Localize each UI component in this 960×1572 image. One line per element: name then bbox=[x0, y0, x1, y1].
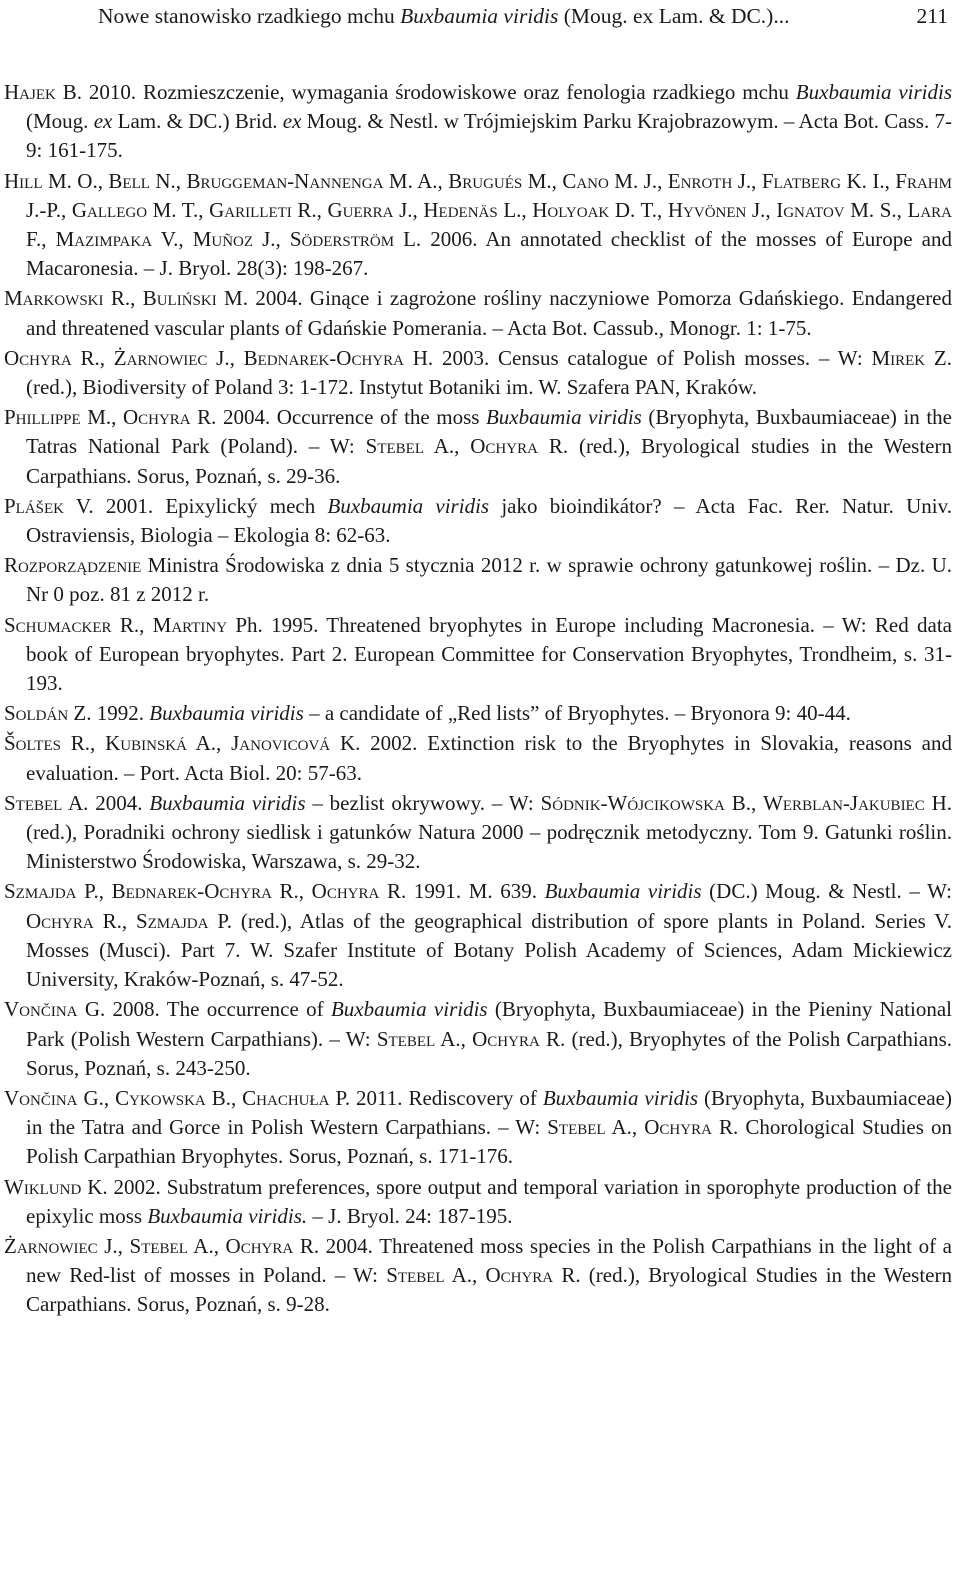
reference-text: R., bbox=[103, 286, 143, 311]
reference-author: Lara bbox=[907, 197, 953, 222]
reference-text: M. T., bbox=[147, 197, 210, 222]
reference-entry bbox=[4, 492, 952, 550]
reference-text: jako bioindikátor? – Acta Fac. Rer. Natur. Univ. Ostraviensis, Biologia – Ekologia 8: 62-63. bbox=[26, 493, 952, 548]
reference-author: Szmajda bbox=[135, 908, 209, 933]
reference-text: A., bbox=[187, 1233, 226, 1258]
reference-italic-text: ex bbox=[282, 109, 302, 134]
reference-text: Z. (red.), Biodiversity of Poland 3: 1-172. Instytut Botaniki im. W. Szafera PAN, Kraków. bbox=[26, 345, 952, 400]
reference-author: Cykowska bbox=[115, 1085, 206, 1110]
reference-author: Cano bbox=[562, 168, 609, 193]
reference-text: F., bbox=[26, 227, 56, 252]
reference-author: Mazimpaka bbox=[55, 227, 153, 252]
reference-text: H. 2003. Census catalogue of Polish mosses. – W: bbox=[403, 345, 872, 370]
reference-author: Żarnowiec bbox=[4, 1233, 98, 1258]
reference-author: Šoltes bbox=[4, 731, 61, 756]
reference-text: A., bbox=[605, 1115, 645, 1140]
reference-text: J., bbox=[393, 197, 424, 222]
running-head bbox=[98, 2, 952, 30]
reference-text: R., bbox=[60, 731, 106, 756]
reference-text: K. 2002. Extinction risk to the Bryophytes in Slovakia, reasons and evaluation. – Port. Acta Biol. 20: 57-63. bbox=[26, 731, 952, 785]
reference-author: Ochyra bbox=[4, 345, 72, 370]
reference-text: (Moug. bbox=[26, 109, 94, 134]
reference-author: Stebel bbox=[365, 434, 424, 459]
reference-italic-text: ex bbox=[93, 109, 113, 134]
reference-text: L. 2006. An annotated checklist of the mosses of Europe and Macaronesia. – J. Bryol. 28(3): 198-267. bbox=[26, 227, 952, 281]
reference-author: Vončina bbox=[4, 1085, 78, 1110]
reference-text: J., bbox=[732, 168, 762, 193]
reference-text: Ministra Środowiska z dnia 5 stycznia 2012 r. w sprawie ochrony gatunkowej roślin. – Dz. U. Nr 0 poz. 81 z 2012 r. bbox=[26, 553, 952, 607]
reference-text: M., bbox=[80, 405, 123, 430]
reference-text: M. 2004. Ginące i zagrożone rośliny naczyniowe Pomorza Gdańskiego. Endangered and threatened vascular plants of Gdańskie Pomerania. – Acta Bot. Cassub., Monogr. 1: 1-75. bbox=[26, 286, 953, 340]
reference-author: Stebel bbox=[547, 1115, 606, 1140]
reference-author: Ignatov bbox=[776, 197, 845, 222]
reference-author: Stebel bbox=[376, 1026, 436, 1051]
reference-author: Stebel bbox=[129, 1233, 188, 1258]
reference-entry bbox=[4, 78, 952, 166]
reference-author: Ochyra bbox=[485, 1263, 554, 1288]
reference-author: Bruggeman-Nannenga bbox=[186, 168, 384, 193]
reference-text: R., bbox=[111, 612, 153, 637]
reference-text: R. 2004. Occurrence of the moss bbox=[190, 405, 486, 430]
reference-italic-text: Buxbaumia viridis bbox=[149, 790, 306, 815]
reference-author: Stebel bbox=[4, 790, 63, 815]
reference-text: B., bbox=[724, 790, 764, 815]
reference-text: P., bbox=[76, 879, 112, 904]
reference-author: Bednarek-Ochyra bbox=[243, 345, 404, 370]
reference-list bbox=[4, 78, 952, 1321]
reference-entry bbox=[4, 611, 952, 699]
reference-italic-text: Buxbaumia viridis bbox=[542, 1085, 699, 1110]
reference-italic-text: Buxbaumia viridis. bbox=[147, 1203, 308, 1228]
reference-author: Ochyra bbox=[225, 1233, 294, 1258]
reference-author: Bell bbox=[108, 168, 150, 193]
reference-author: Mirek bbox=[871, 345, 926, 370]
reference-text: Z. 1992. bbox=[68, 701, 150, 726]
reference-text: – bezlist okrywowy. – W: bbox=[305, 790, 541, 815]
reference-text: J., bbox=[746, 197, 777, 222]
reference-text: V. 2001. Epixylický mech bbox=[64, 493, 328, 518]
reference-author: Brugués bbox=[448, 168, 523, 193]
reference-text: M. J., bbox=[608, 168, 668, 193]
reference-italic-text: Buxbaumia viridis bbox=[327, 493, 490, 518]
reference-text: (Bryophyta, Buxbaumiaceae) in the Tatra and Gorce in Polish Western Carpathians. – W: bbox=[26, 1085, 952, 1140]
reference-text: L., bbox=[497, 197, 533, 222]
reference-author: Ochyra bbox=[26, 908, 94, 933]
reference-entry bbox=[4, 995, 952, 1083]
reference-author: Markowski bbox=[4, 286, 104, 311]
reference-text: J., bbox=[97, 1233, 130, 1258]
reference-text: (Bryophyta, Buxbaumiaceae) in the Tatras National Park (Poland). – W: bbox=[26, 405, 952, 459]
reference-text: K. 2002. Substratum preferences, spore output and temporal variation in sporophyte production of the epixylic moss bbox=[26, 1174, 952, 1228]
reference-text: B. 2010. Rozmieszczenie, wymagania środowiskowe oraz fenologia rzadkiego mchu bbox=[55, 80, 796, 104]
reference-author: Hajek bbox=[4, 80, 56, 104]
reference-author: Buliński bbox=[142, 286, 217, 311]
reference-entry bbox=[4, 789, 952, 877]
reference-text: Moug. & Nestl. w Trójmiejskim Parku Krajobrazowym. – Acta Bot. Cass. 7-9: 161-175. bbox=[26, 109, 952, 163]
reference-italic-text: Buxbaumia viridis bbox=[795, 80, 952, 104]
reference-author: Chachuła bbox=[242, 1085, 330, 1110]
reference-entry bbox=[4, 167, 952, 284]
reference-author: Wiklund bbox=[4, 1174, 82, 1199]
reference-author: Plášek bbox=[4, 493, 65, 518]
reference-author: Bednarek-Ochyra bbox=[111, 879, 272, 904]
reference-author: Ochyra bbox=[470, 434, 538, 459]
running-head-title-post: (Moug. ex Lam. & DC.)... bbox=[558, 4, 790, 28]
reference-author: Ochyra bbox=[122, 405, 191, 430]
reference-text: R. (red.), Bryological Studies in the Western Carpathians. Sorus, Poznań, s. 9-28. bbox=[26, 1263, 952, 1317]
reference-text: R., bbox=[271, 879, 312, 904]
reference-author: Gallego bbox=[71, 197, 148, 222]
reference-text: R. (red.), Bryological studies in the Western Carpathians. Sorus, Poznań, s. 29-36. bbox=[26, 434, 952, 488]
reference-text: G. 2008. The occurrence of bbox=[77, 997, 331, 1022]
reference-entry bbox=[4, 1173, 952, 1231]
reference-text: – a candidate of „Red lists” of Bryophytes. – Bryonora 9: 40-44. bbox=[303, 701, 851, 726]
reference-italic-text: Buxbaumia viridis bbox=[149, 701, 304, 726]
reference-author: Vončina bbox=[4, 997, 78, 1022]
reference-text: R. 2004. Threatened moss species in the Polish Carpathians in the light of a new Red-list of mosses in Poland. – W: bbox=[26, 1233, 952, 1288]
reference-author: Rozporządzenie bbox=[4, 553, 142, 578]
running-head-title-pre: Nowe stanowisko rzadkiego mchu bbox=[98, 4, 401, 28]
reference-author: Söderström bbox=[289, 227, 395, 252]
reference-text: M. S., bbox=[844, 197, 908, 222]
reference-text: A., bbox=[435, 1026, 473, 1051]
reference-author: Frahm bbox=[895, 168, 952, 193]
reference-author: Szmajda bbox=[4, 879, 77, 904]
running-head-title bbox=[98, 4, 789, 28]
reference-entry bbox=[4, 1084, 952, 1172]
reference-text: J., bbox=[253, 227, 290, 252]
reference-author: Garilleti bbox=[209, 197, 292, 222]
reference-text: V., bbox=[152, 227, 193, 252]
reference-entry bbox=[4, 344, 952, 402]
reference-entry bbox=[4, 877, 952, 994]
reference-author: Sódnik-Wójcikowska bbox=[540, 790, 725, 815]
reference-text: A., bbox=[444, 1263, 486, 1288]
reference-author: Hill bbox=[4, 168, 43, 193]
reference-author: Guerra bbox=[327, 197, 394, 222]
reference-author: Janovicová bbox=[231, 731, 331, 756]
reference-text: K. I., bbox=[841, 168, 896, 193]
reference-author: Ochyra bbox=[311, 879, 380, 904]
reference-text: A. 2004. bbox=[62, 790, 150, 815]
reference-italic-text: Buxbaumia viridis bbox=[485, 405, 642, 430]
reference-text: H. (red.), Poradniki ochrony siedlisk i gatunków Natura 2000 – podręcznik metodyczny. Tom 9. Gatunki roślin. Ministerstwo Środowiska, Warszawa, s. 29-32. bbox=[26, 790, 952, 874]
reference-text: D. T., bbox=[609, 197, 668, 222]
reference-text: B., bbox=[205, 1085, 243, 1110]
reference-author: Werblan-Jakubiec bbox=[763, 790, 925, 815]
reference-author: Ochyra bbox=[472, 1026, 540, 1051]
reference-text: J., bbox=[207, 345, 244, 370]
reference-text: A., bbox=[423, 434, 471, 459]
reference-entry bbox=[4, 729, 952, 787]
reference-text: J.-P., bbox=[26, 197, 72, 222]
reference-author: Phillippe bbox=[4, 405, 81, 430]
reference-italic-text: Buxbaumia viridis bbox=[544, 879, 702, 904]
reference-text: M., bbox=[522, 168, 563, 193]
reference-entry bbox=[4, 403, 952, 491]
reference-text: – J. Bryol. 24: 187-195. bbox=[307, 1203, 513, 1228]
reference-text: N., bbox=[149, 168, 187, 193]
reference-text: M. O., bbox=[42, 168, 109, 193]
reference-text: P. 2011. Rediscovery of bbox=[329, 1085, 543, 1110]
reference-author: Enroth bbox=[667, 168, 733, 193]
reference-text: Lam. & DC.) Brid. bbox=[112, 109, 283, 134]
reference-text: P. (red.), Atlas of the geographical distribution of spore plants in Poland. Series V. Mosses (Musci). Part 7. W. Szafer Institute of Botany Polish Academy of Sciences, Adam Mickiewicz University, Kraków-Poznań, s. 47-52. bbox=[26, 908, 952, 992]
reference-text: A., bbox=[186, 731, 232, 756]
reference-entry bbox=[4, 1232, 952, 1320]
reference-author: Hedenäs bbox=[423, 197, 498, 222]
reference-entry bbox=[4, 699, 952, 728]
reference-author: Holyoak bbox=[532, 197, 610, 222]
reference-author: Schumacker bbox=[4, 612, 112, 637]
reference-text: R. 1991. M. 639. bbox=[379, 879, 545, 904]
page-number: 211 bbox=[916, 4, 948, 28]
reference-author: Flatberg bbox=[761, 168, 842, 193]
reference-author: Muñoz bbox=[192, 227, 254, 252]
reference-author: Stebel bbox=[386, 1263, 445, 1288]
reference-author: Martiny bbox=[152, 612, 228, 637]
reference-italic-text: Buxbaumia viridis bbox=[330, 997, 488, 1022]
reference-author: Żarnowiec bbox=[113, 345, 208, 370]
reference-author: Kubinská bbox=[105, 731, 187, 756]
reference-text: (DC.) Moug. & Nestl. – W: bbox=[701, 879, 952, 904]
reference-text: G., bbox=[77, 1085, 116, 1110]
reference-text: R., bbox=[93, 908, 136, 933]
reference-author: Hyvönen bbox=[667, 197, 747, 222]
reference-text: R., bbox=[71, 345, 114, 370]
reference-entry bbox=[4, 284, 952, 342]
reference-text: Ph. 1995. Threatened bryophytes in Europe including Macronesia. – W: Red data book of European bryophytes. Part 2. European Committee for Conservation Bryophytes, Trondheim, s. 31-193. bbox=[26, 612, 952, 696]
reference-author: Ochyra bbox=[644, 1115, 712, 1140]
reference-text: (Bryophyta, Buxbaumiaceae) in the Pieniny National Park (Polish Western Carpathians). – W: bbox=[26, 997, 952, 1051]
reference-text: R. (red.), Bryophytes of the Polish Carpathians. Sorus, Poznań, s. 243-250. bbox=[26, 1026, 953, 1080]
running-head-title-species: Buxbaumia viridis bbox=[400, 4, 559, 28]
reference-entry bbox=[4, 551, 952, 609]
reference-author: Soldán bbox=[4, 701, 69, 726]
reference-text: M. A., bbox=[383, 168, 449, 193]
reference-text: R. Chorological Studies on Polish Carpathian Bryophytes. Sorus, Poznań, s. 171-176. bbox=[26, 1115, 952, 1169]
reference-text: R., bbox=[291, 197, 328, 222]
